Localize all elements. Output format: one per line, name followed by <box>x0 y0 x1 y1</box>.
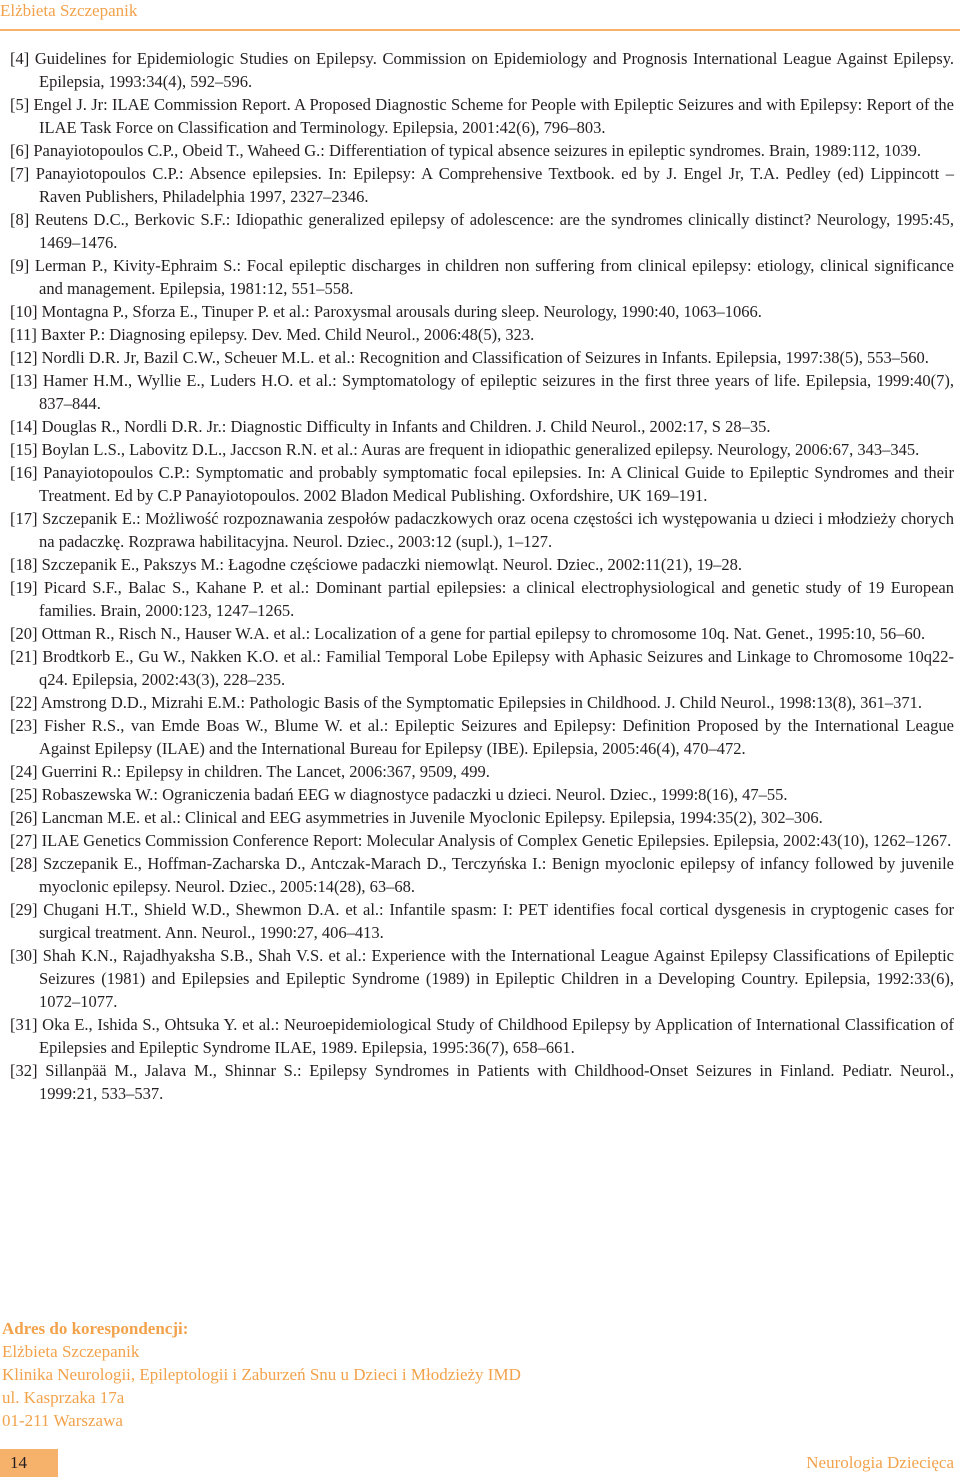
reference-item: [31] Oka E., Ishida S., Ohtsuka Y. et al.: Neuroepidemiological Study of Childhood Epilepsy by Application of International Classification of Epilepsies and Epileptic Syndrome ILAE, 1989. Epilepsia, 1995:36(7), 658–661. <box>10 1015 954 1057</box>
reference-item: [14] Douglas R., Nordli D.R. Jr.: Diagnostic Difficulty in Infants and Children. J. Child Neurol., 2002:17, S 28–35. <box>10 417 771 436</box>
reference-item: [19] Picard S.F., Balac S., Kahane P. et al.: Dominant partial epilepsies: a clinical electrophysiological and genetic study of 19 European families. Brain, 2000:123, 1247–1265. <box>10 578 954 620</box>
reference-item: [18] Szczepanik E., Pakszys M.: Łagodne częściowe padaczki niemowląt. Neurol. Dziec., 2002:11(21), 19–28. <box>10 555 743 574</box>
correspondence-name: Elżbieta Szczepanik <box>2 1342 140 1361</box>
reference-list <box>10 47 954 1105</box>
correspondence-city: 01-211 Warszawa <box>2 1411 123 1430</box>
reference-item: [11] Baxter P.: Diagnosing epilepsy. Dev. Med. Child Neurol., 2006:48(5), 323. <box>10 325 535 344</box>
reference-item: [4] Guidelines for Epidemiologic Studies on Epilepsy. Commission on Epidemiology and Prognosis International League Against Epilepsy. Epilepsia, 1993:34(4), 592–596. <box>10 49 954 91</box>
reference-item: [7] Panayiotopoulos C.P.: Absence epilepsies. In: Epilepsy: A Comprehensive Textbook. ed by J. Engel Jr, T.A. Pedley (ed) Lippincott – Raven Publishers, Philadelphia 1997, 2327–2346. <box>10 164 954 206</box>
correspondence-institution: Klinika Neurologii, Epileptologii i Zaburzeń Snu u Dzieci i Młodzieży IMD <box>2 1365 521 1384</box>
reference-item: [8] Reutens D.C., Berkovic S.F.: Idiopathic generalized epilepsy of adolescence: are the syndromes clinically distinct? Neurology, 1995:45, 1469–1476. <box>10 210 954 252</box>
correspondence-title: Adres do korespondencji: <box>2 1319 189 1338</box>
reference-item: [26] Lancman M.E. et al.: Clinical and EEG asymmetries in Juvenile Myoclonic Epilepsy. Epilepsia, 1994:35(2), 302–306. <box>10 808 823 827</box>
reference-item: [32] Sillanpää M., Jalava M., Shinnar S.: Epilepsy Syndromes in Patients with Childhood-Onset Seizures in Finland. Pediatr. Neurol., 1999:21, 533–537. <box>10 1061 954 1103</box>
reference-item: [15] Boylan L.S., Labovitz D.L., Jaccson R.N. et al.: Auras are frequent in idiopathic generalized epilepsy. Neurology, 2006:67, 343–345. <box>10 440 920 459</box>
reference-item: [27] ILAE Genetics Commission Conference Report: Molecular Analysis of Complex Genetic Epilepsies. Epilepsia, 2002:43(10), 1262–1267. <box>10 831 952 850</box>
reference-item: [22] Amstrong D.D., Mizrahi E.M.: Pathologic Basis of the Symptomatic Epilepsies in Childhood. J. Child Neurol., 1998:13(8), 361–371. <box>10 693 923 712</box>
reference-item: [23] Fisher R.S., van Emde Boas W., Blume W. et al.: Epileptic Seizures and Epilepsy: Definition Proposed by the International League Against Epilepsy (ILAE) and the International Bureau for Epilepsy (IBE). Epilepsia, 2005:46(4), 470–472. <box>10 716 954 758</box>
reference-item: [28] Szczepanik E., Hoffman-Zacharska D., Antczak-Marach D., Terczyńska I.: Benign myoclonic epilepsy of infancy followed by juvenile myoclonic epilepsy. Neurol. Dziec., 2005:14(28), 63–68. <box>10 854 954 896</box>
reference-item: [25] Robaszewska W.: Ograniczenia badań EEG w diagnostyce padaczki u dzieci. Neurol. Dziec., 1999:8(16), 47–55. <box>10 785 788 804</box>
correspondence-street: ul. Kasprzaka 17a <box>2 1388 125 1407</box>
reference-item: [30] Shah K.N., Rajadhyaksha S.B., Shah V.S. et al.: Experience with the International League Against Epilepsy Classifications of Epileptic Seizures (1981) and Epilepsies and Epileptic Syndrome (1989) in Epileptic Children in a Developing Country. Epilepsia, 1992:33(6), 1072–1077. <box>10 946 954 1011</box>
reference-item: [6] Panayiotopoulos C.P., Obeid T., Waheed G.: Differentiation of typical absence seizures in epileptic syndromes. Brain, 1989:112, 1039. <box>10 141 922 160</box>
reference-item: [20] Ottman R., Risch N., Hauser W.A. et al.: Localization of a gene for partial epilepsy to chromosome 10q. Nat. Genet., 1995:10, 56–60. <box>10 624 926 643</box>
reference-item: [10] Montagna P., Sforza E., Tinuper P. et al.: Paroxysmal arousals during sleep. Neurology, 1990:40, 1063–1066. <box>10 302 762 321</box>
running-head-author: Elżbieta Szczepanik <box>0 1 138 20</box>
reference-item: [12] Nordli D.R. Jr, Bazil C.W., Scheuer M.L. et al.: Recognition and Classification of Seizures in Infants. Epilepsia, 1997:38(5), 553–560. <box>10 348 929 367</box>
reference-item: [5] Engel J. Jr: ILAE Commission Report. A Proposed Diagnostic Scheme for People with Epileptic Seizures and with Epilepsy: Report of the ILAE Task Force on Classification and Terminology. Epilepsia, 2001:42(6), 796–803. <box>10 95 954 137</box>
header-rule <box>0 29 960 31</box>
journal-name: Neurologia Dziecięca <box>806 1453 954 1472</box>
page-number: 14 <box>0 1449 58 1477</box>
reference-item: [21] Brodtkorb E., Gu W., Nakken K.O. et al.: Familial Temporal Lobe Epilepsy with Aphasic Seizures and Linkage to Chromosome 10q22-q24. Epilepsia, 2002:43(3), 228–235. <box>10 647 954 689</box>
reference-item: [16] Panayiotopoulos C.P.: Symptomatic and probably symptomatic focal epilepsies. In: A Clinical Guide to Epileptic Syndromes and their Treatment. Ed by C.P Panayiotopoulos. 2002 Bladon Medical Publishing. Oxfordshire, UK 169–191. <box>10 463 954 505</box>
reference-item: [13] Hamer H.M., Wyllie E., Luders H.O. et al.: Symptomatology of epileptic seizures in the first three years of life. Epilepsia, 1999:40(7), 837–844. <box>10 371 954 413</box>
reference-item: [9] Lerman P., Kivity-Ephraim S.: Focal epileptic discharges in children non suffering from clinical epilepsy: etiology, clinical significance and management. Epilepsia, 1981:12, 551–558. <box>10 256 954 298</box>
reference-item: [24] Guerrini R.: Epilepsy in children. The Lancet, 2006:367, 9509, 499. <box>10 762 490 781</box>
correspondence-block <box>2 1317 521 1432</box>
reference-item: [17] Szczepanik E.: Możliwość rozpoznawania zespołów padaczkowych oraz ocena częstości ich występowania u dzieci i młodzieży chorych na padaczkę. Rozprawa habilitacyjna. Neurol. Dziec., 2003:12 (supl.), 1–127. <box>10 509 954 551</box>
reference-item: [29] Chugani H.T., Shield W.D., Shewmon D.A. et al.: Infantile spasm: I: PET identifies focal cortical dysgenesis in cryptogenic cases for surgical treatment. Ann. Neurol., 1990:27, 406–413. <box>10 900 954 942</box>
